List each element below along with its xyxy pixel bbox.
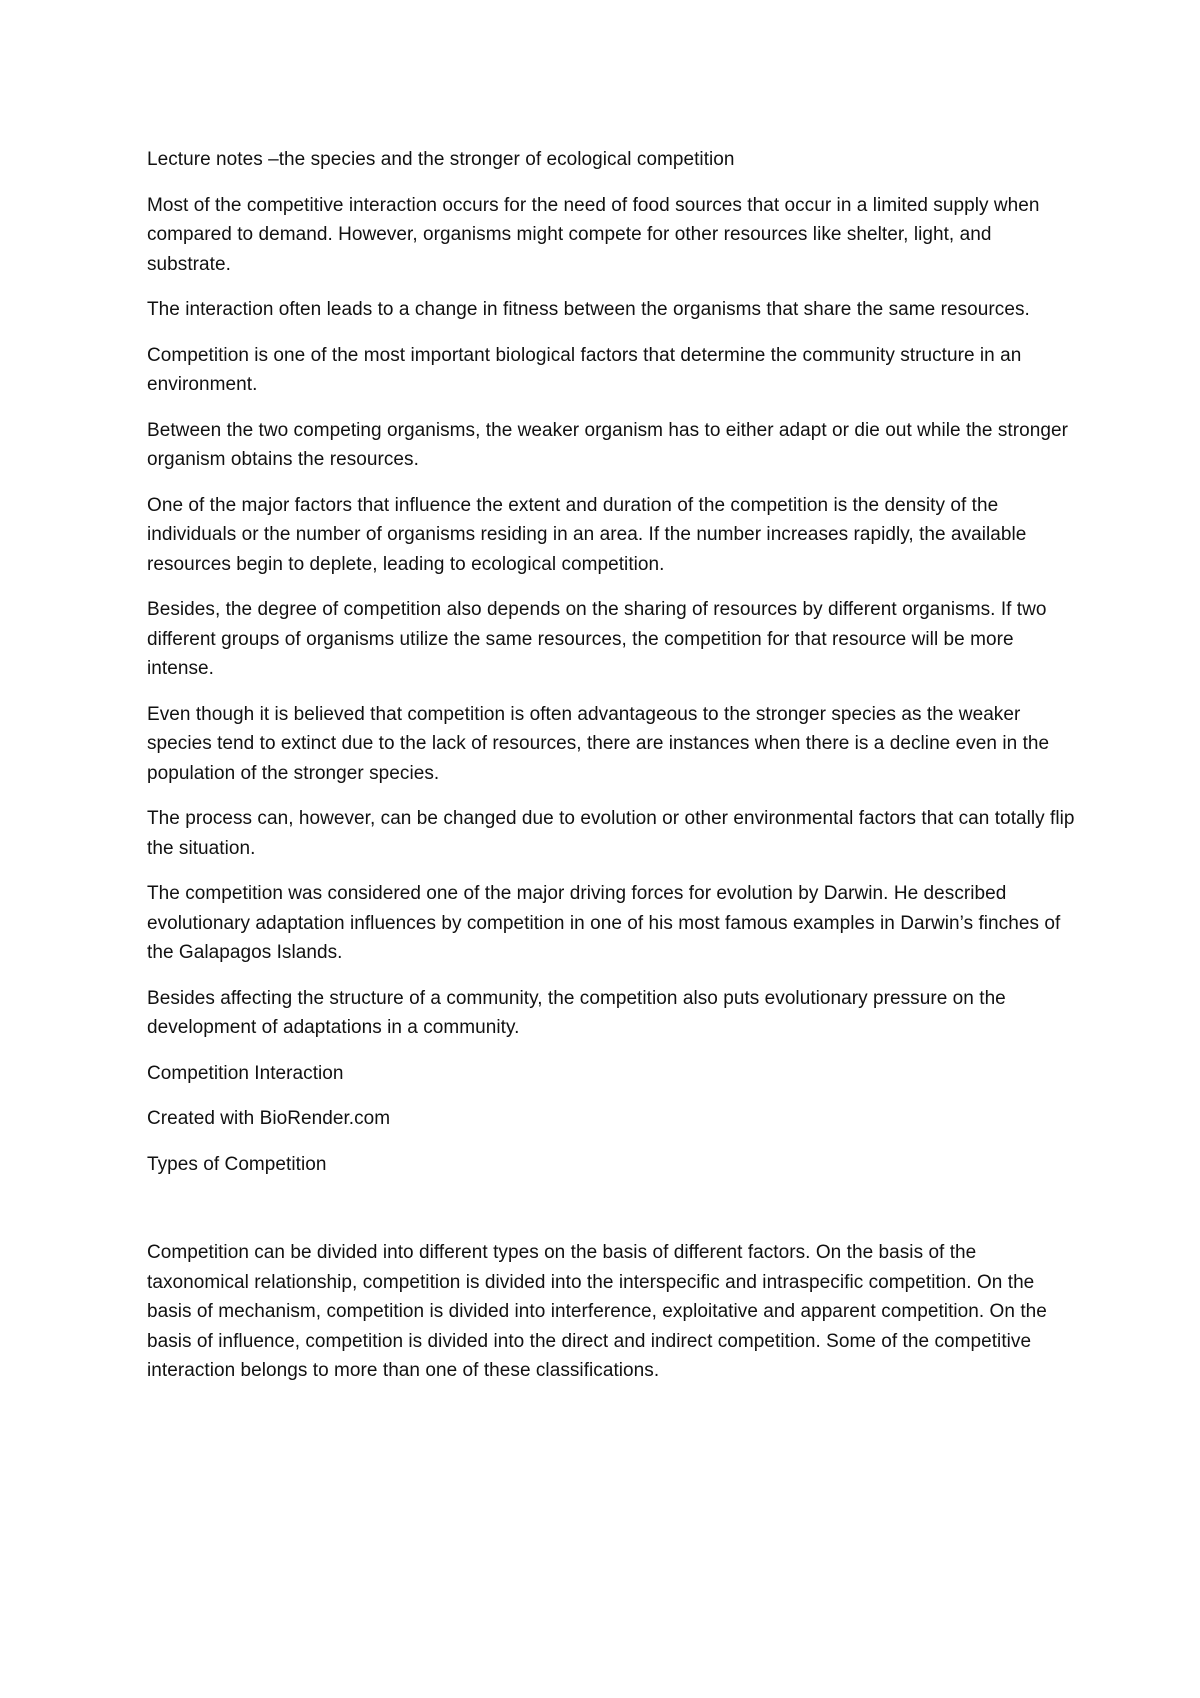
document-body bbox=[147, 145, 1077, 1402]
section-heading-types: Types of Competition bbox=[147, 1153, 327, 1175]
paragraph-sharing-resources: Besides, the degree of competition also depends on the sharing of resources by different organisms. If two different groups of organisms utilize the same resources, the competition for that resource will be more intense. bbox=[147, 599, 1047, 679]
paragraph-advantageous: Even though it is believed that competition is often advantageous to the stronger species as the weaker species tend to extinct due to the lack of resources, there are instances when there is a decline even in the population of the stronger species. bbox=[147, 703, 1050, 784]
paragraph-darwin: The competition was considered one of the major driving forces for evolution by Darwin. He described evolutionary adaptation influences by competition in one of his most famous examples in Darwin’s finches of the Galapagos Islands. bbox=[147, 883, 1061, 963]
paragraph-community-structure: Competition is one of the most important biological factors that determine the community structure in an environment. bbox=[147, 344, 1022, 395]
document-title: Lecture notes –the species and the stronger of ecological competition bbox=[147, 149, 735, 170]
paragraph-evolution-flip: The process can, however, can be changed due to evolution or other environmental factors that can totally flip the situation. bbox=[147, 808, 1075, 859]
paragraph-weaker-organism: Between the two competing organisms, the weaker organism has to either adapt or die out while the stronger organism obtains the resources. bbox=[147, 419, 1068, 470]
paragraph-density: One of the major factors that influence the extent and duration of the competition is the density of the individuals or the number of organisms residing in an area. If the number increases rapidly, the available resources begin to deplete, leading to ecological competition. bbox=[147, 494, 1027, 575]
paragraph-fitness: The interaction often leads to a change in fitness between the organisms that share the same resources. bbox=[147, 299, 1030, 320]
paragraph-evolutionary-pressure: Besides affecting the structure of a community, the competition also puts evolutionary pressure on the development of adaptations in a community. bbox=[147, 987, 1006, 1038]
figure-caption: Competition Interaction bbox=[147, 1062, 344, 1084]
paragraph-food-sources: Most of the competitive interaction occurs for the need of food sources that occur in a limited supply when compared to demand. However, organisms might compete for other resources like shelter, light, and substrate. bbox=[147, 194, 1040, 275]
paragraph-types-of-competition: Competition can be divided into different types on the basis of different factors. On the basis of the taxonomical relationship, competition is divided into the interspecific and intraspecific competition. On the basis of mechanism, competition is divided into interference, exploitative and apparent competition. On the basis of influence, competition is divided into the direct and indirect competition. Some of the competitive interaction belongs to more than one of these classifications. bbox=[147, 1242, 1047, 1381]
figure-credit: Created with BioRender.com bbox=[147, 1108, 391, 1129]
